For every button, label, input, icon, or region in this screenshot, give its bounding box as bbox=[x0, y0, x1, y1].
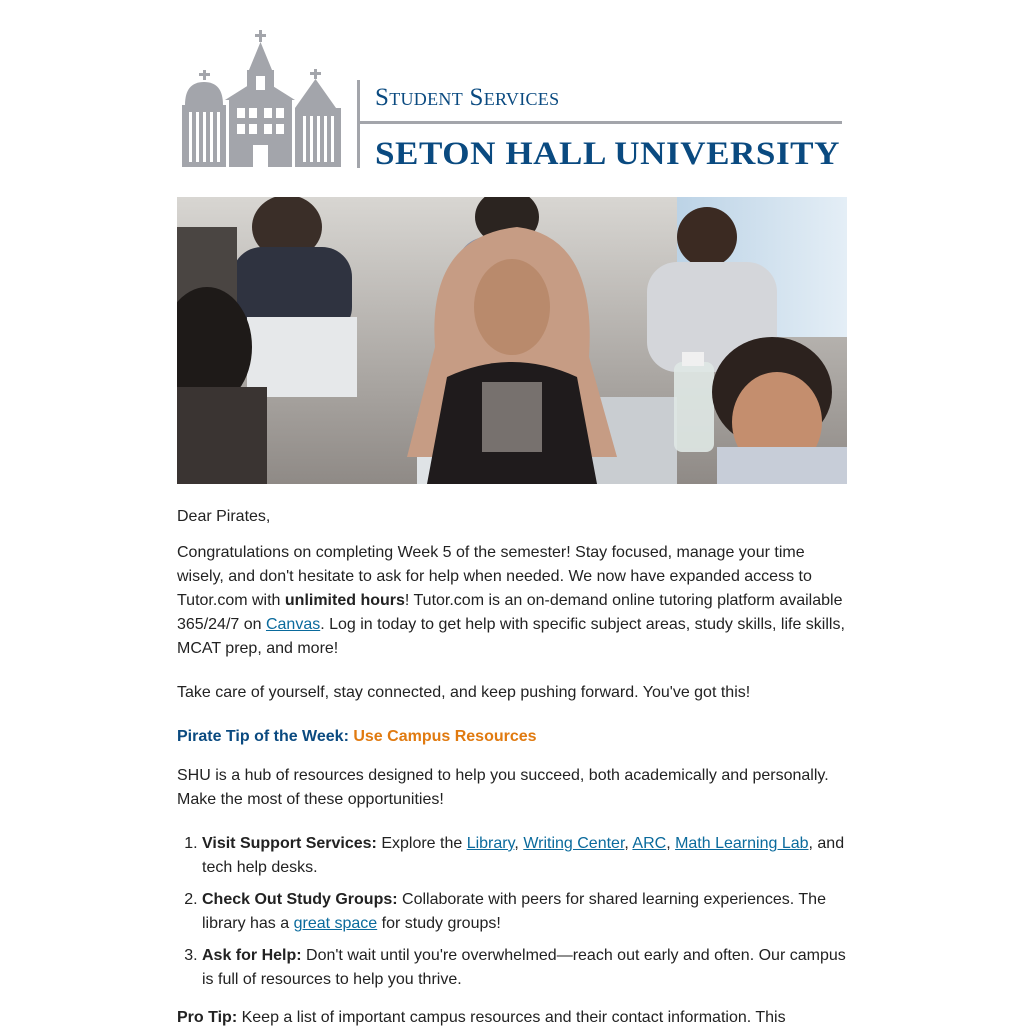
header bbox=[177, 0, 847, 197]
list-item-text: Don't wait until you're overwhelmed—reach out early and often. Our campus is full of resources to help you thrive. bbox=[202, 947, 846, 988]
list-item-text-end: for study groups! bbox=[377, 915, 501, 932]
tip-label: Pirate Tip of the Week: bbox=[177, 728, 354, 745]
arc-link[interactable]: ARC bbox=[632, 835, 667, 852]
canvas-link[interactable]: Canvas bbox=[265, 616, 321, 633]
intro-text-2: ! Tutor.com is an on-demand online tutoring platform available 365/24/7 on bbox=[177, 592, 843, 633]
tips-list bbox=[177, 832, 847, 992]
intro-text: Congratulations on completing Week 5 of the semester! Stay focused, manage your time wisely, and don't hesitate to ask for help when needed. We now have expanded access to Tutor.com with bbox=[177, 544, 812, 609]
list-item-title: Visit Support Services: bbox=[202, 835, 377, 852]
resources-paragraph: SHU is a hub of resources designed to help you succeed, both academically and personally. Make the most of these opportunities! bbox=[177, 767, 829, 808]
greeting: Dear Pirates, bbox=[177, 508, 271, 525]
email-body bbox=[177, 505, 847, 1030]
list-item-text-end: , and tech help desks. bbox=[202, 835, 845, 876]
list-item: 1. Visit Support Services: Explore the Library, Writing Center, ARC, Math Learning Lab, and tech help desks. bbox=[202, 832, 847, 880]
pirate-tip-heading bbox=[177, 725, 847, 749]
list-item-text: Explore the bbox=[376, 835, 467, 852]
logo-line-university: Seton Hall University bbox=[375, 136, 840, 172]
list-item bbox=[202, 888, 847, 936]
list-item-title: Check Out Study Groups: bbox=[202, 891, 398, 908]
email-container bbox=[177, 0, 847, 1026]
logo-line-student-services: Student Services bbox=[375, 84, 560, 111]
math-learning-lab-link[interactable]: Math Learning Lab bbox=[675, 835, 809, 852]
pro-tip-label: Pro Tip: bbox=[177, 1009, 238, 1026]
library-link[interactable]: Library bbox=[466, 835, 515, 852]
encouragement-paragraph: Take care of yourself, stay connected, and keep pushing forward. You've got this! bbox=[177, 684, 751, 701]
list-item bbox=[202, 944, 847, 992]
unlimited-hours-bold: unlimited hours bbox=[284, 592, 405, 609]
writing-center-link[interactable]: Writing Center bbox=[523, 835, 625, 852]
seton-hall-logo bbox=[177, 0, 847, 197]
great-space-link[interactable]: great space bbox=[293, 915, 378, 932]
pro-tip-paragraph bbox=[177, 1006, 847, 1030]
intro-text-3: . Log in today to get help with specific subject areas, study skills, life skills, MCAT prep, and more! bbox=[177, 616, 845, 657]
list-item-title: Ask for Help: bbox=[202, 947, 302, 964]
hero-photo-students-studying bbox=[177, 197, 847, 484]
pro-tip-text: Keep a list of important campus resources and their contact information. This bbox=[237, 1009, 786, 1026]
intro-paragraph bbox=[177, 541, 847, 661]
list-item-text: Collaborate with peers for shared learning experiences. The library has a bbox=[202, 891, 826, 932]
tip-value: Use Campus Resources bbox=[353, 728, 537, 745]
